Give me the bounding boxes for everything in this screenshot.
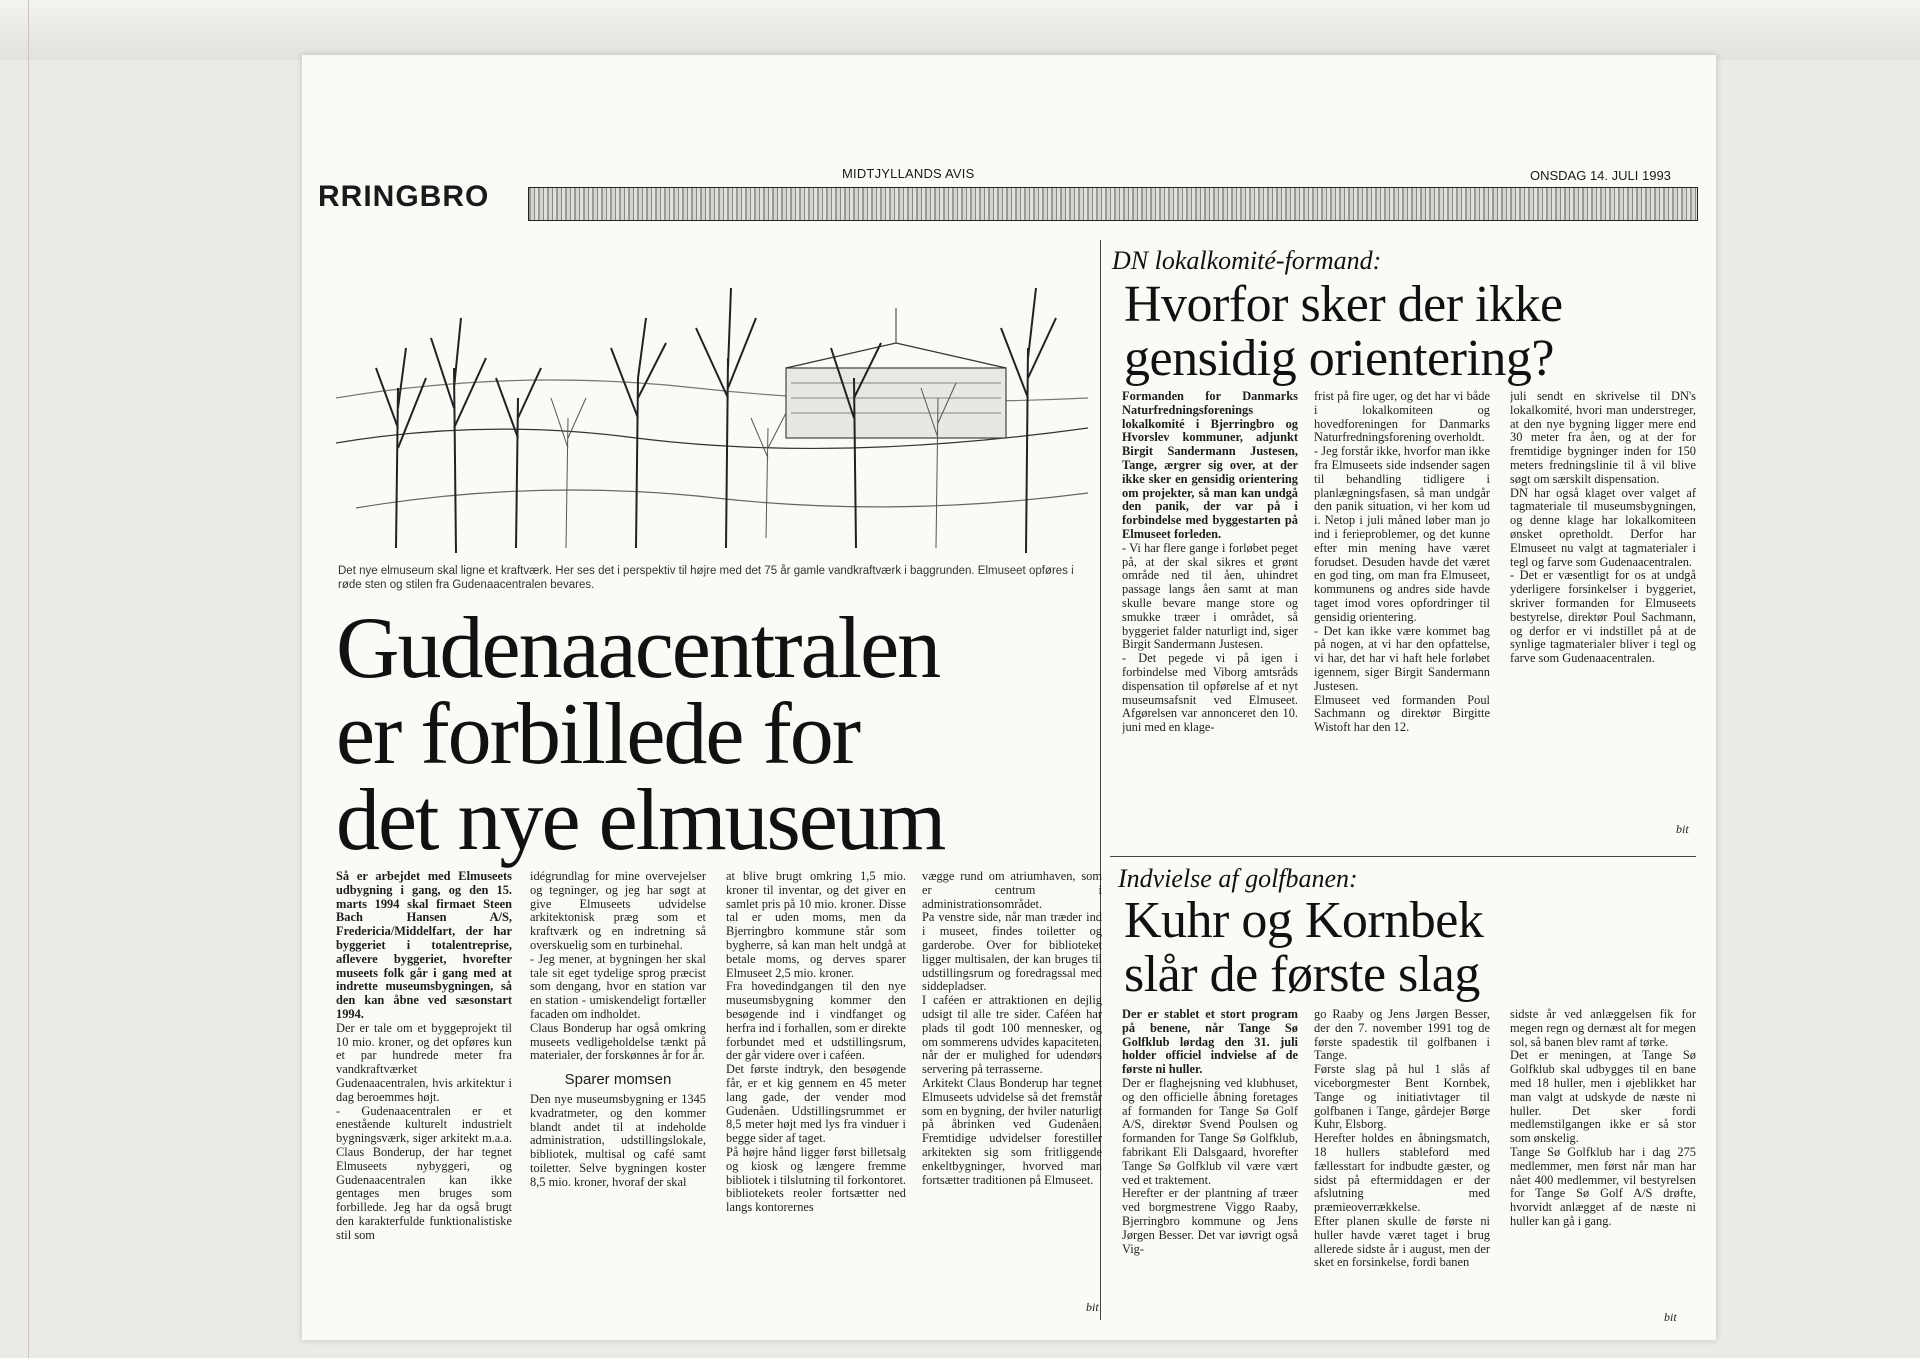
paragraph: Det første indtryk, den besøgende får, er et kig gennem en 45 meter lang gade, der vender mod Gudenåen. Udstillingsrummet er 8,5 meter højt med lys fra vinduer i begge sider af taget. <box>726 1062 906 1146</box>
paragraph: Tange Sø Golfklub har i dag 275 medlemmer, men først når man har nået 400 medlemmer, vil bestyrelsen for Tange Sø Golf A/S drøfte, hvorvidt anlægget af de næste ni huller kan gå i gang. <box>1510 1144 1696 1228</box>
paragraph: at blive brugt omkring 1,5 mio. kroner til inventar, og det giver en samlet pris på 10 mio. kroner. Disse tal er uden moms, men da Bjerringbro kommune står som bygherre, så kan man helt undgå at betale moms, og derves sparer Elmuseet 2,5 mio. kroner. <box>726 870 906 980</box>
article3-lead: Der er stablet et stort program på benene, når Tange Sø Golfklub lørdag den 31. juli holder officiel indvielse af de første ni huller. <box>1122 1008 1298 1077</box>
paragraph: Første slag på hul 1 slås af viceborgmester Bent Kornbek, Tange og initiativtager til golfbanen i Tange, gårdejer Børge Kuhr, Elsborg. <box>1314 1062 1490 1132</box>
illustration-caption: Det nye elmuseum skal ligne et kraftværk. Her ses det i perspektiv til højre med det 75 år gamle vandkraftværk i baggrunden. Elmuseet opføres i røde sten og stilen fra Gudenaacentralen bevares. <box>338 565 1074 591</box>
main-headline-line-1: Gudenaacentralen <box>336 600 940 697</box>
paragraph: I caféen er attraktionen en dejlig udsigt til alle tre sider. Caféen har plads til godt 100 mennesker, og om sommerens udvides kapaciteten, når der er mulighed for udendørs servering på terrasserne. <box>922 993 1102 1077</box>
paragraph: Claus Bonderup har også omkring museets vedligeholdelse tænkt på materialer, der forskønnes år for år. <box>530 1020 706 1063</box>
article2-column-1 <box>1122 390 1298 848</box>
paragraph: Der er flaghejsning ved klubhuset, og den officielle åbning foretages af formanden for Tange Sø Golf A/S, direktør Svend Poulsen og formanden for Tange Sø Golfklub, fabrikant Eli Dalsgaard, hvorefter Tange Sø Golfklub vil være vært ved et traktement. <box>1122 1075 1298 1187</box>
main-article-column-4 <box>922 870 1102 1314</box>
byline-signature: bit <box>1664 1310 1677 1324</box>
main-headline <box>336 600 1096 869</box>
main-article-column-3 <box>726 870 906 1332</box>
paragraph: frist på fire uger, og det har vi både i lokalkomiteen og hovedforeningen for Danmarks Naturfredningsforening overholdt. <box>1314 390 1490 445</box>
paragraph: Efter planen skulle de første ni huller havde været taget i brug allerede sidste år i august, men der sket en forsinkelse, fordi banen <box>1314 1213 1490 1270</box>
paragraph: - Det kan ikke være kommet bag på nogen, at vi har den opfattelse, vi har, det har vi haft hele forløbet igennem, siger Birgit Sandermann Justesen. <box>1314 623 1490 693</box>
section-rule-bar <box>528 187 1698 221</box>
section-title: RRINGBRO <box>318 180 490 213</box>
article3-column-2 <box>1314 1008 1490 1332</box>
paragraph: vægge rund om atriumhaven, som er centrum i administrationsområdet. <box>922 870 1102 911</box>
paragraph: sidste år ved anlæggelsen fik for megen regn og dernæst alt for megen sol, så banen blev ramt af tørke. <box>1510 1008 1696 1049</box>
paragraph: - Gudenaacentralen er et enestående kulturelt industrielt bygningsværk, siger arkitekt m.a.a. Claus Bonderup, der har tegnet Elmuseets nybyggeri, og Gudenaacentralen kan ikke gentages men bruges som forbillede. Jeg har da også brugt den karakterfulde funktionalistiske stil som <box>336 1103 512 1242</box>
paragraph: - Det pegede vi på igen i forbindelse med Viborg amtsråds dispensation til opførelse af et nyt museumsafsnit ved Elmuseet. Afgørelsen var annonceret den 10. juni med en klage- <box>1122 651 1298 735</box>
paragraph: DN har også klaget over valget af tagmateriale til museumsbygningen, og denne klage har lokalkomiteen ønsket opretholdt. Derfor har Elmuseet nu valgt at tagmaterialer i tegl og farve som Gudenaacentralen. <box>1510 485 1696 569</box>
byline-signature: bit <box>1676 822 1689 836</box>
paragraph: Det er meningen, at Tange Sø Golfklub skal udbygges til en bane med 18 huller, men i øjeblikket har man valgt at udskyde de næste ni huller. Det sker fordi medlemstilgangen ikke er så stor som ønskelig. <box>1510 1048 1696 1146</box>
byline-signature: bit <box>1086 1300 1099 1314</box>
paragraph: Der er tale om et byggeprojekt til 10 mio. kroner, og det opføres kun et par hundrede meter fra vandkraftværket Gudenaacentralen, hvis arkitektur i dag beroemmes højt. <box>336 1020 512 1104</box>
paragraph: Arkitekt Claus Bonderup har tegnet Elmuseets udvidelse så det fremstår som en bygning, der hviler naturligt på åbrinken ved Gudenåen. Fremtidige udvidelser forestiller arkitekten sig som fritliggende enkeltbygninger, hvorved man fortsætter traditionen på Elmuseet. <box>922 1075 1102 1187</box>
museum-illustration <box>336 248 1088 560</box>
paragraph: juli sendt en skrivelse til DN's lokalkomité, hvori man understreger, at den nye bygning ligger mere end 30 meter fra åen, og at der for fremtidige bygninger inden for 150 meters fredningslinie til å vil blive søgt om særskilt dispensation. <box>1510 390 1696 486</box>
main-headline-line-2: er forbillede for <box>336 686 860 783</box>
subheading: Sparer momsen <box>564 1071 672 1089</box>
main-article-column-1 <box>336 870 512 1332</box>
scan-background <box>0 0 1920 60</box>
paragraph: Herefter holdes en åbningsmatch, 18 hullers stableford med fællesstart for indbudte gæster, og sidst på eftermiddagen er der afslutning med præmieoverrækkelse. <box>1314 1131 1490 1215</box>
paragraph: - Jeg mener, at bygningen her skal tale sit eget tydelige sprog præcist som dengang, hvor en station var en station - umiskendeligt fortæller facaden om indholdet. <box>530 951 706 1021</box>
main-headline-line-3: det nye elmuseum <box>336 772 945 869</box>
paragraph: På højre hånd ligger først billetsalg og kiosk og længere fremme bibliotek i tilslutning til forkontoret. bibliotekets reoler fortsætter ned langs kontorernes <box>726 1144 906 1215</box>
article2-lead: Formanden for Danmarks Naturfredningsforenings lokalkomité i Bjerringbro og Hvorslev kommuner, adjunkt Birgit Sandermann Justesen, Tange, ærgrer sig over, at der ikke sker en gensidig orientering om projekter, så man kan undgå den panik, der var på i forbindelse med byggestarten på Elmuseet forleden. <box>1122 390 1298 541</box>
article3-headline-line-2: slår de første slag <box>1124 946 1480 1003</box>
paragraph: Pa venstre side, når man træder ind i museet, findes toiletter og garderobe. Over for biblioteket ligger multisalen, der kan bruges til udstillingsrum og foredragssal med siddepladser. <box>922 910 1102 994</box>
article2-headline <box>1124 278 1563 386</box>
article2-column-2 <box>1314 390 1490 848</box>
article3-column-1 <box>1122 1008 1298 1332</box>
article2-column-3 <box>1510 390 1696 820</box>
article2-kicker: DN lokalkomité-formand: <box>1112 246 1382 275</box>
main-article-lead: Så er arbejdet med Elmuseets udbygning i gang, og den 15. marts 1994 skal firmaet Steen Bach Hansen A/S, Fredericia/Middelfart, der har byggeriet i totalentreprise, aflevere byggeriet, hvorefter museets folk går i gang med at indrette museumsbygningen, så den kan åbne ved sæsonstart 1994. <box>336 870 512 1021</box>
newspaper-name: MIDTJYLLANDS AVIS <box>842 166 975 181</box>
main-article-column-2 <box>530 870 706 1332</box>
article3-column-3 <box>1510 1008 1696 1308</box>
paragraph: - Det er væsentligt for os at undgå yderligere forsinkelser i byggeriet, skriver formanden for Elmuseets bestyrelse, direktør Poul Sachmann, og derfor er vi indstillet på at de synlige tagmaterialer bliver i tegl og farve som Gudenaacentralen. <box>1510 568 1696 666</box>
paragraph: Elmuseet ved formanden Poul Sachmann og direktør Birgitte Wistoft har den 12. <box>1314 692 1490 735</box>
paragraph: Herefter er der plantning af træer ved borgmestrene Viggo Raaby, Bjerringbro kommune og Jens Jørgen Besser. Det var iøvrigt også Vig- <box>1122 1186 1298 1256</box>
paragraph: Fra hovedindgangen til den nye museumsbygning kommer den besøgende ind i vindfanget og herfra ind i forhallen, som er direkte forbundet med et udstillingsrum, der går videre over i caféen. <box>726 979 906 1063</box>
article-divider <box>1110 856 1696 857</box>
article3-headline-line-1: Kuhr og Kornbek <box>1124 892 1484 949</box>
paragraph: - Vi har flere gange i forløbet peget på, at der skal sikres et grønt område ned til åen, uhindret passage langs åen samt at man skulle bevare mange store og smukke træer i området, så byggeriet falder naturligt ind, siger Birgit Sandermann Justesen. <box>1122 540 1298 652</box>
article3-kicker: Indvielse af golfbanen: <box>1118 864 1358 893</box>
paragraph: Den nye museumsbygning er 1345 kvadratmeter, og den kommer blandt andet til at indeholde administration, udstillingslokale, bibliotek, multisal og café samt toiletter. Selve bygningen koster 8,5 mio. kroner, hvoraf der skal <box>530 1091 706 1189</box>
issue-date: ONSDAG 14. JULI 1993 <box>1530 168 1671 183</box>
scan-edge-line <box>28 0 29 1358</box>
article3-headline <box>1124 894 1483 1002</box>
paragraph: idégrundlag for mine overvejelser og tegninger, og jeg har søgt at give Elmuseets udvidelse arkitektonisk præg som et kraftværk og en indretning så overskuelig som en turbinehal. <box>530 870 706 952</box>
paragraph: - Jeg forstår ikke, hvorfor man ikke fra Elmuseets side indsender sagen til behandling tidligere i planlægningsfasen, så man undgår den panik situation, vi her kom ud i. Netop i juli måned løber man jo ind i ferieproblemer, og det kunne efter min mening have været forudset. Desuden havde det været en god ting, om man fra Elmuseet, kommunens og andres side havde taget imod vores opfordringer til gensidig orientering. <box>1314 444 1490 624</box>
article2-headline-line-2: gensidig orientering? <box>1124 330 1554 387</box>
article2-headline-line-1: Hvorfor sker der ikke <box>1124 276 1563 333</box>
paragraph: go Raaby og Jens Jørgen Besser, der den 7. november 1991 tog de første spadestik til golfbanen i Tange. <box>1314 1008 1490 1063</box>
